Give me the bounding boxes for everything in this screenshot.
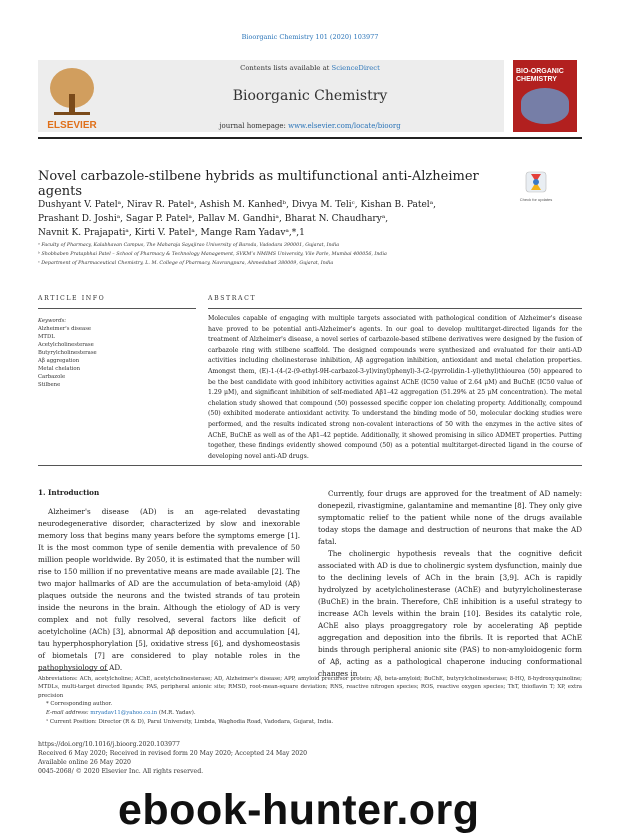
contents-prefix: Contents lists available at bbox=[240, 64, 332, 72]
keyword: Aβ aggregation bbox=[38, 358, 80, 364]
author-list bbox=[38, 198, 508, 240]
header-rule bbox=[38, 137, 582, 139]
email-link[interactable]: mryadav11@yahoo.co.in bbox=[90, 710, 158, 716]
current-position-note: ¹ Current Position: Director (R & D), Parul University, Limbda, Waghodia Road, Vadodara, Gujarat, India. bbox=[46, 719, 334, 725]
abstract-text: Molecules capable of engaging with multiple targets associated with pathological condition of Alzheimer's disease have proved to be potential anti-Alzheimer's agents. In our goal to develop multitarget-directed ligands for the treatment of Alzheimer's disease, a novel series of carbazole-based stilbene derivatives were designed by the fusion of carbazole ring with stilbene scaffold. The designed compounds were synthesized and evaluated for their anti-AD activities including cholinesterase inhibition, Aβ aggregation inhibition, antioxidant and metal chelation properties. Amongst them, (E)-1-(4-(2-(9-ethyl-9H-carbazol-3-yl)vinyl)phenyl)-3-(2-(pyrrolidin-1-yl)ethyl)thiourea (50) appeared to be the best candidate with good inhibitory activities against AChE (IC50 value of 2.64 μM) and BuChE (IC50 value of 1.29 μM), and significant inhibition of self-mediated Aβ1–42 aggregation (51.29% at 25 μM concentration). The metal chelation study showed that compound (50) possessed specific copper ion chelating property. Additionally, compound (50) exhibited moderate antioxidant activity. To understand the binding mode of 50, molecular docking studies were performed, and the results indicated strong non-covalent interactions of 50 with the enzymes in the active sites of AChE, BuChE as well as of the Aβ1–42 peptide. Additionally, it showed promising in silico ADMET properties. Putting together, these findings evidently showed compound (50) as a potential multitarget-directed ligand in the course of developing novel anti-AD drugs. bbox=[208, 315, 582, 460]
journal-name: Bioorganic Chemistry bbox=[232, 88, 388, 104]
email-note bbox=[46, 709, 590, 717]
keyword: MTDL bbox=[38, 334, 55, 340]
cover-title: BIO-ORGANIC CHEMISTRY bbox=[516, 68, 564, 83]
received-dates: Received 6 May 2020; Received in revised form 20 May 2020; Accepted 24 May 2020 bbox=[38, 750, 308, 757]
check-for-updates-label[interactable]: Check for updates bbox=[519, 197, 553, 202]
article-info-heading: ARTICLE INFO bbox=[38, 295, 106, 302]
email-suffix: (M.R. Yadav). bbox=[157, 710, 196, 716]
watermark: ebook-hunter.org bbox=[118, 786, 480, 834]
intro-paragraph-right-1: Currently, four drugs are approved for the treatment of AD namely: donepezil, rivastigmine, galantamine and memantine [8]. They only give symptomatic relief to the patient while none of the drugs available today stops the damage and destruction of neurons that make the AD fatal. bbox=[318, 489, 582, 546]
keyword: Alzheimer's disease bbox=[38, 326, 92, 332]
author-line: Navnit K. Prajapatiᵃ, Kirti V. Patelᵃ, Mange Ram Yadavᵃ,*,1 bbox=[38, 228, 305, 238]
publisher-logo-text: ELSEVIER bbox=[47, 120, 97, 131]
intro-paragraph-left: Alzheimer's disease (AD) is an age-related devastating neurodegenerative disorder, characterized by slow and inexorable memory loss that begins many years before the symptoms emerge [1]. It is the most common type of senile dementia with prevalence of 50 million people worldwide. By 2050, it is estimated that the number will rise to 150 million if no preventative means are made available [2]. The two major hallmarks of AD are the accumulation of beta-amyloid (Aβ) plaques outside the neurons and the twisted strands of tau protein inside the neurons in the brain. Although the etiology of AD is very complex and not fully resolved, several factors like deficit of acetylcholine (ACh) [3], abnormal Aβ deposition and accumulation [4], tau hyperphosphorylation [5], oxidative stress [6], and dyshomeostasis of biometals [7] are considered to play notable roles in the pathophysiology of AD. bbox=[38, 507, 300, 672]
abstract-rule bbox=[208, 308, 582, 309]
journal-cover[interactable] bbox=[513, 60, 577, 132]
intro-paragraph-right-2: The cholinergic hypothesis reveals that the cognitive deficit associated with AD is due to cholinergic system dysfunction, mainly due to the declining levels of ACh in the brain [3,9]. ACh is rapidly hydrolyzed by acetylcholinesterase (AChE) and butyrylcholinesterase (BuChE) in the brain. Therefore, ChE inhibition is a useful strategy to increase ACh levels within the brain [10]. Besides its catalytic role, AChE also plays proaggregatory role by accelerating Aβ peptide aggregation and deposition into the fibrils. It is reported that AChE binds through peripheral anionic site (PAS) to non-amyloidogenic form of Aβ, acting as a pathological chaperone inducing conformational changes in bbox=[318, 549, 582, 678]
abstract-heading: ABSTRACT bbox=[208, 295, 257, 302]
article-title: Novel carbazole-stilbene hybrids as multifunctional anti-Alzheimer agents bbox=[38, 169, 479, 199]
keyword: Stilbene bbox=[38, 382, 61, 388]
homepage-prefix: journal homepage: bbox=[219, 122, 289, 130]
footnote-rule bbox=[38, 670, 108, 671]
abstract-end-rule bbox=[38, 465, 582, 466]
abbreviations-footnote: Abbreviations: ACh, acetylcholine; AChE, acetylcholinesterase; AD, Alzheimer's disease; APP, amyloid precursor protein; Aβ, beta-amyloid; BuChE, butyrylcholinesterase; 8-HQ, 8-hydroxyquinoline; MTDLs, multi-target directed ligands; PAS, peripheral anionic site; RMSD, root-mean-square deviation; RNS, reactive nitrogen species; ROS, reactive oxygen species; ThT, thioflavin T; XP, extra precision bbox=[38, 676, 582, 699]
keywords-label: Keywords: bbox=[38, 318, 67, 324]
author-line: Dushyant V. Patelᵃ, Nirav R. Patelᵃ, Ashish M. Kanhedᵇ, Divya M. Teliᶜ, Kishan B. Patelᵃ, bbox=[38, 200, 437, 210]
sciencedirect-link[interactable]: ScienceDirect bbox=[331, 64, 380, 72]
cover-image bbox=[521, 88, 569, 124]
affiliation-a: ᵃ Faculty of Pharmacy, Kalabhavan Campus, The Maharaja Sayajirao University of Baroda, Vadodara 390001, Gujarat, India bbox=[38, 243, 340, 248]
check-for-updates-icon[interactable] bbox=[524, 170, 548, 200]
keyword: Carbazole bbox=[38, 374, 66, 380]
keyword: Acetylcholinesterase bbox=[38, 342, 94, 348]
available-online: Available online 26 May 2020 bbox=[38, 759, 131, 766]
intro-heading: 1. Introduction bbox=[38, 488, 100, 497]
affiliation-b: ᵇ Shobhaben Pratapbhai Patel – School of Pharmacy & Technology Management, SVKM’s NMIMS University, Vile Parle, Mumbai 400056, India bbox=[38, 252, 387, 257]
doi-link[interactable]: https://doi.org/10.1016/j.bioorg.2020.103977 bbox=[38, 741, 180, 748]
affiliation-c: ᶜ Department of Pharmaceutical Chemistry, L. M. College of Pharmacy, Navrangpura, Ahmedabad 380009, Gujarat, India bbox=[38, 261, 334, 266]
article-info-rule bbox=[38, 308, 196, 309]
keyword: Metal chelation bbox=[38, 366, 81, 372]
keyword: Butyrylcholinesterase bbox=[38, 350, 97, 356]
copyright: 0045-2068/ © 2020 Elsevier Inc. All rights reserved. bbox=[38, 768, 204, 775]
email-label: E-mail address: bbox=[46, 710, 91, 716]
author-line: Prashant D. Joshiᵃ, Sagar P. Patelᵃ, Pallav M. Gandhiᵃ, Bharat N. Chaudharyᵃ, bbox=[38, 214, 389, 224]
journal-reference[interactable]: Bioorganic Chemistry 101 (2020) 103977 bbox=[241, 33, 379, 41]
homepage-link[interactable]: www.elsevier.com/locate/bioorg bbox=[288, 122, 401, 130]
corresponding-author-note: * Corresponding author. bbox=[46, 701, 113, 707]
